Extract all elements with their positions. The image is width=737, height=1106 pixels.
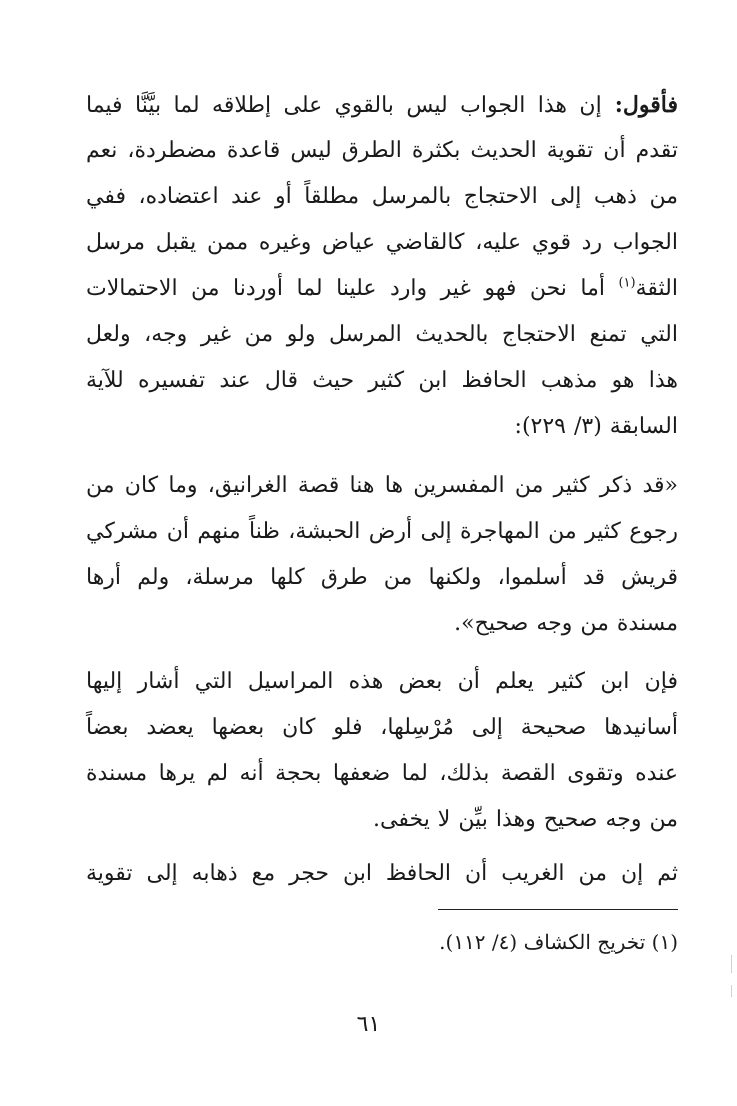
- line-text: أما نحن فهو غير وارد علينا لما أوردنا من الاحتمالات: [86, 276, 619, 301]
- text-line: أسانيدها صحيحة إلى مُرْسِلها، فلو كان بعضها يعضد بعضاً: [86, 715, 678, 740]
- page-edge-mark: [731, 955, 732, 973]
- text-line: قريش قد أسلموا، ولكنها من طرق كلها مرسلة، ولم أرها: [86, 565, 678, 590]
- paragraph-4: [86, 851, 678, 897]
- text-line: السابقة (٣/ ٢٢٩):: [514, 414, 678, 439]
- line-text: إن هذا الجواب ليس بالقوي على إطلاقه لما بيَّنَّا فيما: [86, 93, 602, 118]
- text-line: مسندة من وجه صحيح».: [454, 611, 678, 636]
- text-line: تقدم أن تقوية الحديث بكثرة الطرق ليس قاعدة مضطردة، نعم: [86, 138, 678, 163]
- text-line: رجوع كثير من المهاجرة إلى أرض الحبشة، ظناً منهم أن مشركي: [86, 519, 678, 544]
- lead-word: فأقول:: [601, 92, 678, 118]
- text-line: فإن ابن كثير يعلم أن بعض هذه المراسيل التي أشار إليها: [86, 669, 678, 694]
- footnote: (١) تخريج الكشاف (٤/ ١١٢).: [439, 930, 678, 954]
- line-text: الثقة: [635, 276, 678, 301]
- page-edge-mark: [731, 985, 732, 997]
- footnote-reference: (١): [618, 275, 636, 291]
- paragraph-1: [86, 82, 678, 450]
- text-line: [86, 266, 678, 312]
- text-line: من ذهب إلى الاحتجاج بالمرسل مطلقاً أو عند اعتضاده، ففي: [86, 184, 678, 209]
- text-line: «قد ذكر كثير من المفسرين ها هنا قصة الغرانيق، وما كان من: [86, 473, 678, 498]
- text-line: عنده وتقوى القصة بذلك، لما ضعفها بحجة أنه لم يرها مسندة: [86, 761, 678, 786]
- footnote-divider: [438, 909, 678, 910]
- text-line: الجواب رد قوي عليه، كالقاضي عياض وغيره ممن يقبل مرسل: [86, 230, 678, 255]
- page-number: ٦١: [356, 1012, 381, 1037]
- text-line: التي تمنع الاحتجاج بالحديث المرسل ولو من غير وجه، ولعل: [86, 322, 678, 347]
- paragraph-3: [86, 659, 678, 843]
- text-line: هذا هو مذهب الحافظ ابن كثير حيث قال عند تفسيره للآية: [86, 368, 678, 393]
- text-line: ثم إن من الغريب أن الحافظ ابن حجر مع ذهابه إلى تقوية: [86, 861, 678, 886]
- paragraph-2-quote: [86, 463, 678, 647]
- text-line: من وجه صحيح وهذا بيِّن لا يخفى.: [373, 807, 678, 832]
- text-line: [86, 82, 678, 128]
